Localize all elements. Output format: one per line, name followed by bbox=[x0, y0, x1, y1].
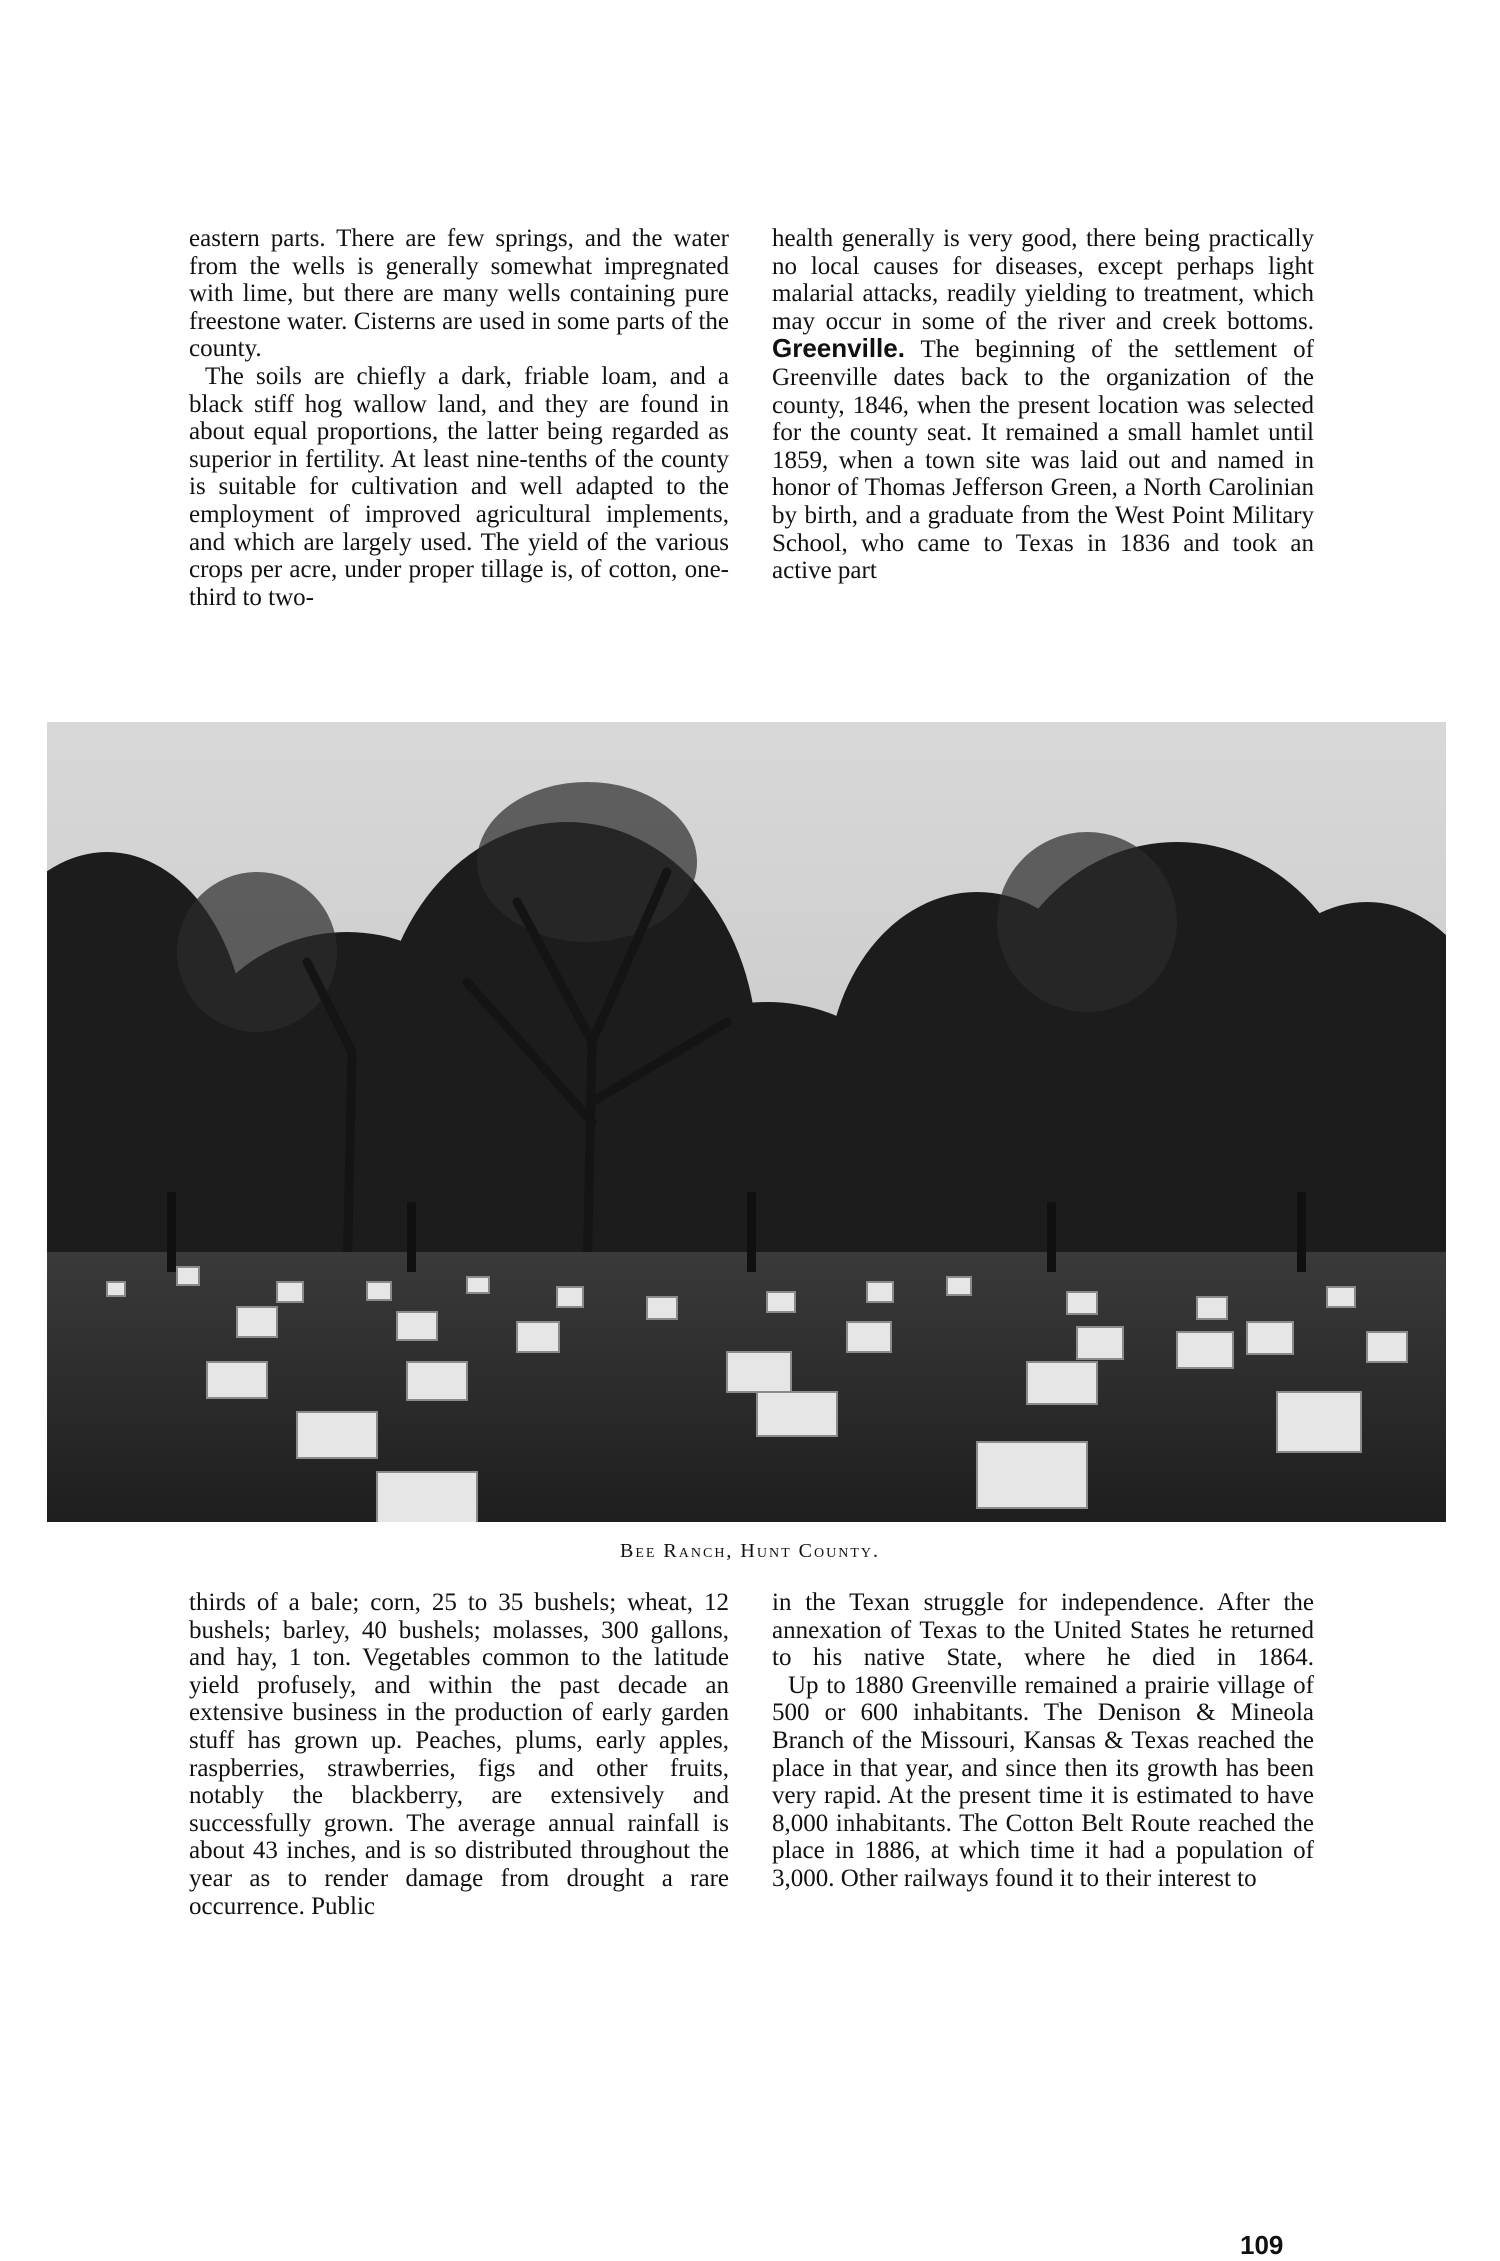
paragraph bbox=[772, 335, 1314, 584]
bee-ranch-photo bbox=[47, 722, 1446, 1522]
photo-caption: Bee Ranch, Hunt County. bbox=[619, 1540, 880, 1562]
paragraph: in the Texan struggle for independence. After the annexation of Texas to the United States he returned to his native State, where he died in 1864. bbox=[772, 1589, 1314, 1672]
section-heading-greenville: Greenville. bbox=[772, 333, 905, 364]
paragraph: eastern parts. There are few springs, and the water from the wells is generally somewhat impregnated with lime, but there are many wells containing pure freestone water. Cisterns are used in some parts of the county. bbox=[189, 225, 729, 363]
top-left-column bbox=[189, 225, 729, 611]
paragraph: thirds of a bale; corn, 25 to 35 bushels; wheat, 12 bushels; barley, 40 bushels; molasses, 300 gallons, and hay, 1 ton. Vegetables common to the latitude yield profusely, and within the past decade an extensive business in the production of early garden stuff has grown up. Peaches, plums, early apples, raspberries, strawberries, figs and other fruits, notably the blackberry, are extensively and successfully grown. The average annual rainfall is about 43 inches, and is so distributed throughout the year as to render damage from drought a rare occurrence. Public bbox=[189, 1589, 729, 1920]
bottom-left-column bbox=[189, 1589, 729, 1920]
paragraph: Up to 1880 Greenville remained a prairie village of 500 or 600 inhabitants. The Denison & Mineola Branch of the Missouri, Kansas & Texas reached the place in that year, and since then its growth has been very rapid. At the present time it is estimated to have 8,000 inhabitants. The Cotton Belt Route reached the place in 1886, at which time it had a population of 3,000. Other railways found it to their interest to bbox=[772, 1671, 1314, 1892]
paragraph: The soils are chiefly a dark, friable loam, and a black stiff hog wallow land, and they are found in about equal proportions, the latter being regarded as superior in fertility. At least nine-tenths of the county is suitable for cultivation and well adapted to the employment of improved agricultural implements, and which are largely used. The yield of the various crops per acre, under proper tillage is, of cotton, one-third to two- bbox=[189, 362, 729, 611]
paragraph-text: The beginning of the settlement of Greenville dates back to the organization of the county, 1846, when the present location was selected for the county seat. It remained a small hamlet until 1859, when a town site was laid out and named in honor of Thomas Jefferson Green, a North Carolinian by birth, and a graduate from the West Point Military School, who came to Texas in 1836 and took an active part bbox=[772, 336, 1314, 585]
bottom-right-column bbox=[772, 1589, 1314, 1893]
paragraph: health generally is very good, there being practically no local causes for diseases, except perhaps light malarial attacks, readily yielding to treatment, which may occur in some of the river and creek bottoms. bbox=[772, 225, 1314, 335]
photo-illustration bbox=[47, 722, 1446, 1522]
top-right-column bbox=[772, 225, 1314, 585]
page-number: 109 bbox=[1240, 2230, 1284, 2260]
